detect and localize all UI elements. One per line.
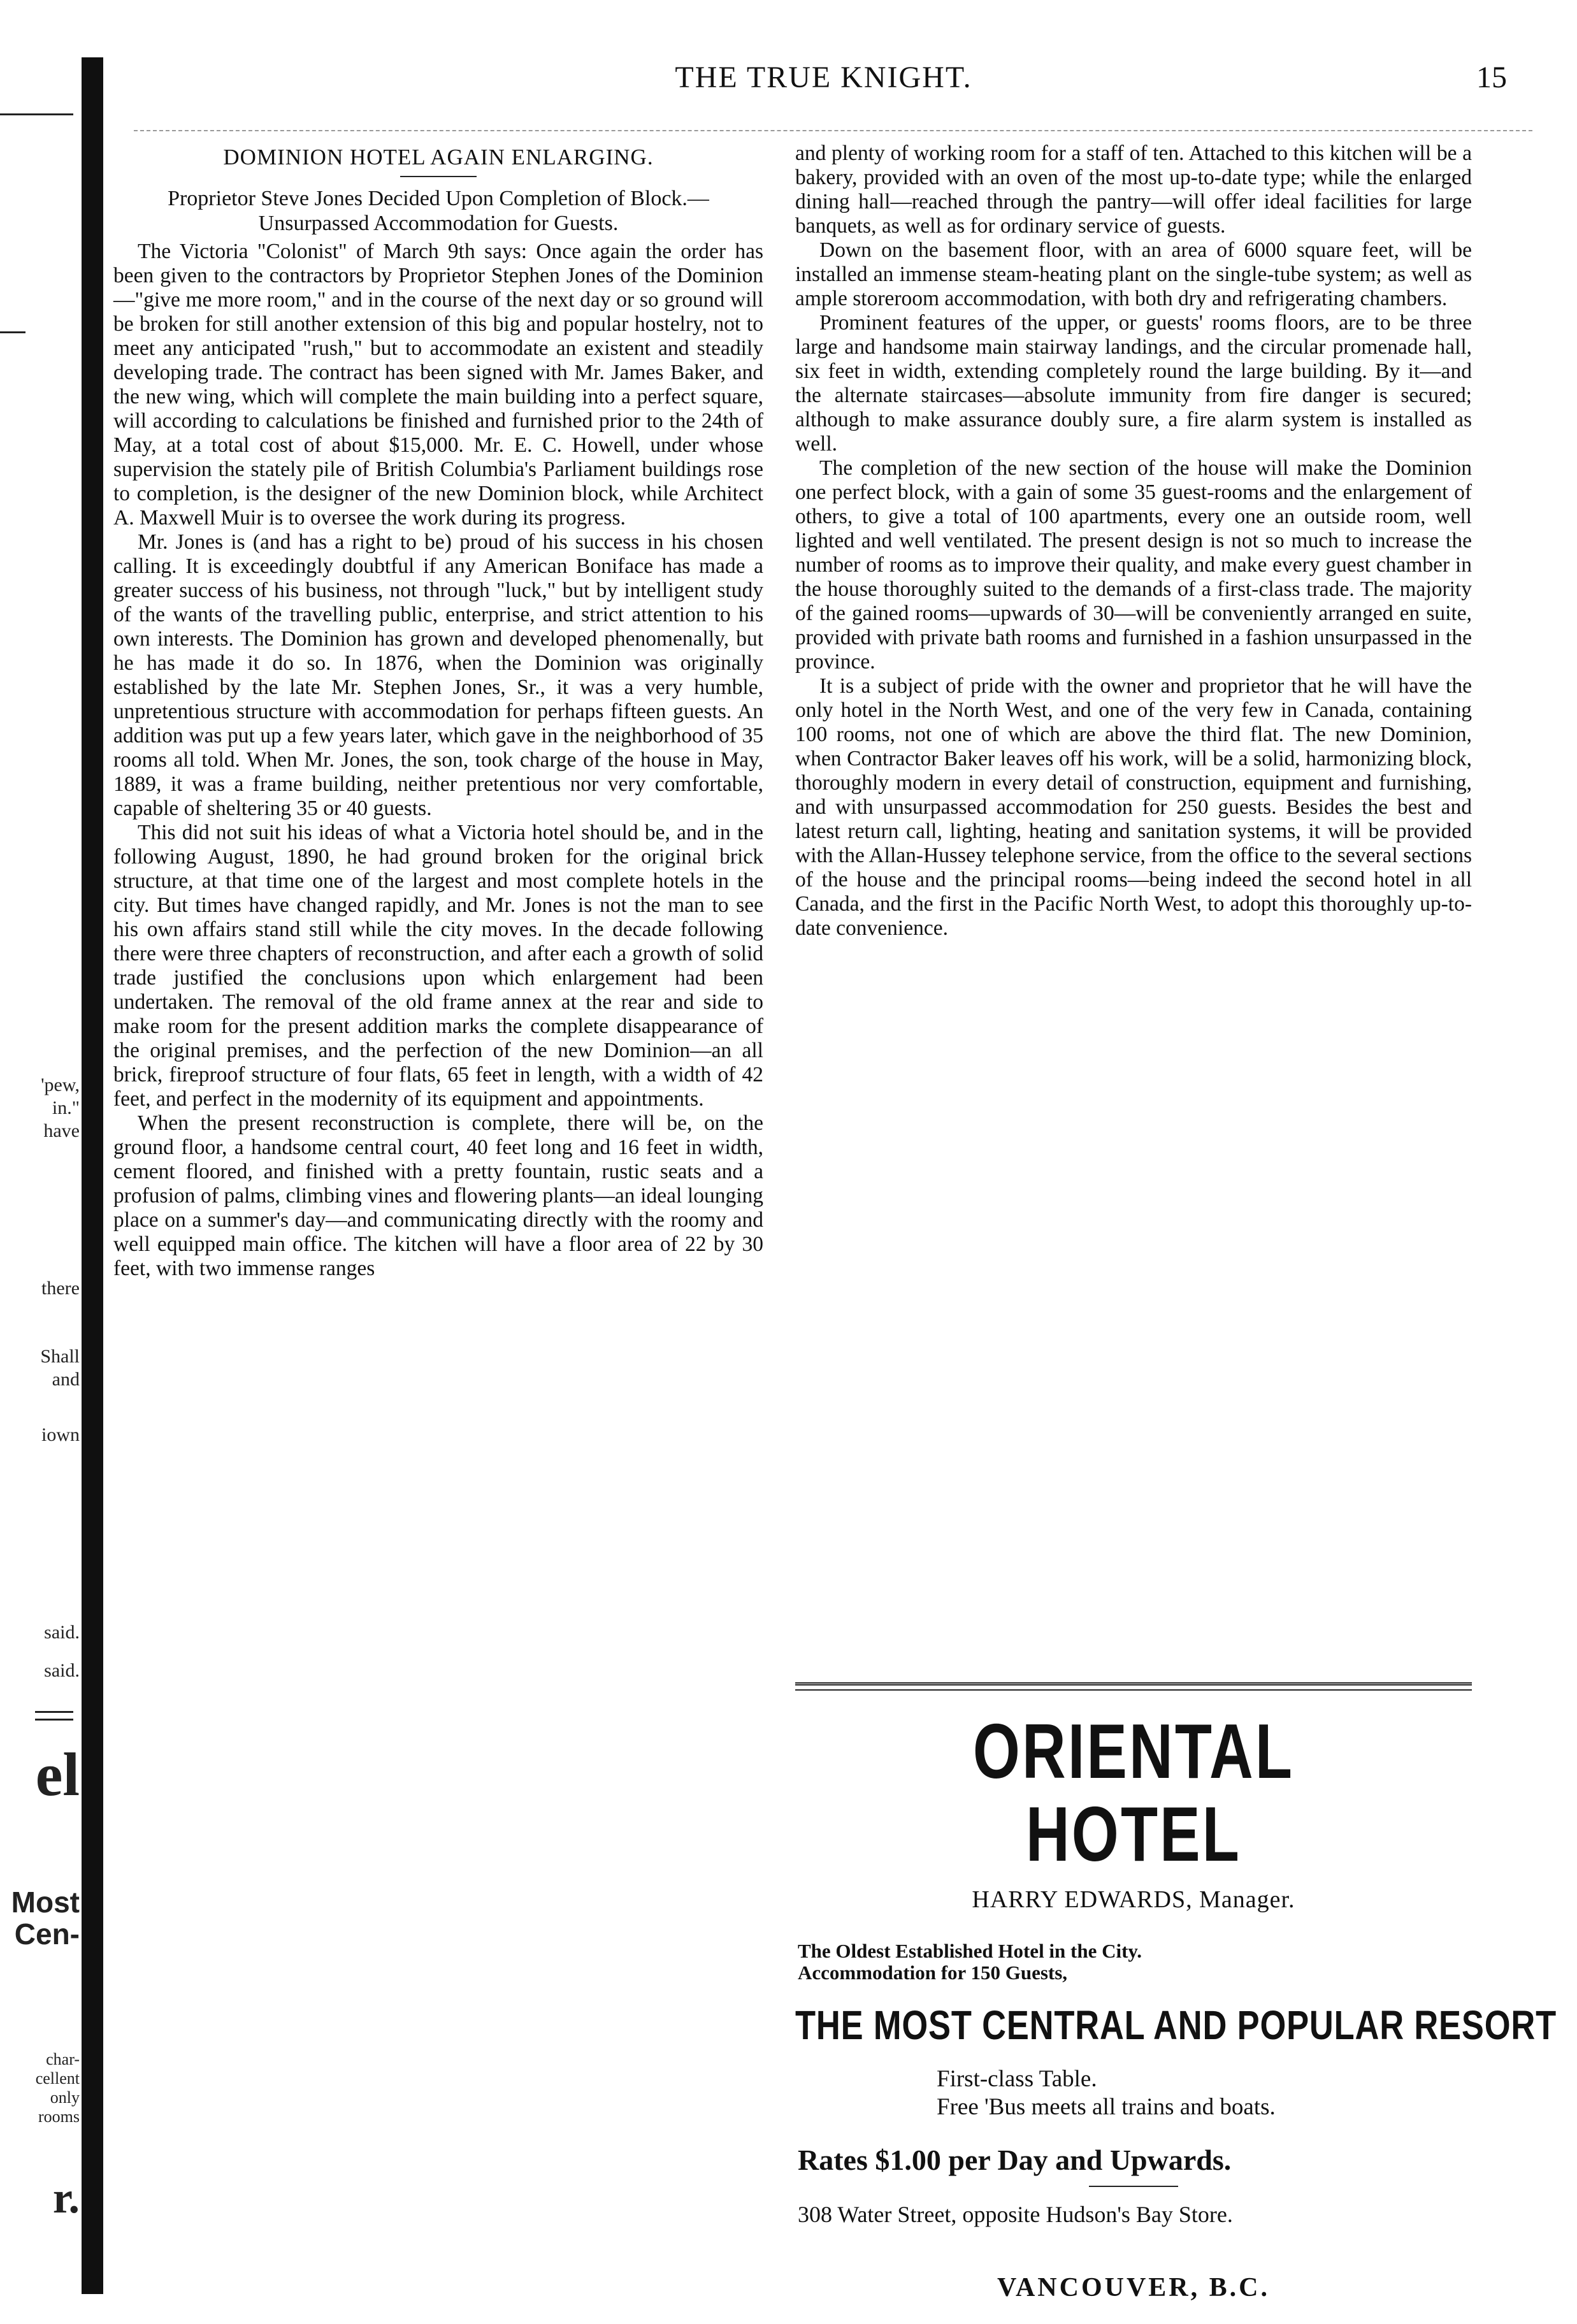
bleed-rule: [0, 113, 73, 115]
headline-rule: [400, 176, 477, 177]
bleed-fragment: only: [50, 2088, 80, 2107]
page-number: 15: [1476, 61, 1507, 94]
ad-manager: HARRY EDWARDS, Manager.: [972, 1886, 1295, 1913]
article-paragraph: Prominent features of the upper, or guests' rooms floors, are to be three large and handsome main stairway landings, and the circular promenade hall, six feet in width, extending completely round the large building. By it—and the alternate staircases—absolute immunity from fire danger is secured; although to make assurance doubly sure, a fire alarm system is installed as well.: [795, 311, 1472, 456]
facing-page-bleed: [0, 0, 80, 2324]
article-paragraph: When the present reconstruction is complete, there will be, on the ground floor, a handsome central court, 40 feet long and 16 feet in width, cement floored, and finished with a pretty fountain, rustic seats and a profusion of palms, climbing vines and flowering plants—an ideal lounging place on a summer's day—and communicating directly with the roomy and well equipped main office. The kitchen will have a floor area of 22 by 30 feet, with two immense ranges: [113, 1111, 763, 1280]
bleed-fragment: char-: [46, 2050, 80, 2068]
article-paragraph: Mr. Jones is (and has a right to be) proud of his success in his chosen calling. It is exceedingly doubtful if any American Boniface has made a greater success of his business, not through "luck," but by intelligent study of the wants of the travelling public, enterprise, and strict attention to his own interests. The Dominion has grown and developed phenomenally, but he has made it do so. In 1876, when the Dominion was originally established by the late Mr. Stephen Jones, Sr., it was a very humble, unpretentious structure with accommodation for perhaps fifteen guests. An addition was put up a few years later, which gave in the neighborhood of 35 rooms all told. When Mr. Jones, the son, took charge of the house in May, 1889, it was a frame building, neither pretentious nor very comfortable, capable of sheltering 35 or 40 guests.: [113, 530, 763, 820]
bleed-fragment: cellent: [35, 2069, 80, 2088]
ad-amenity: First-class Table.: [937, 2066, 1097, 2092]
bleed-fragment: rooms: [38, 2107, 80, 2126]
running-header: [115, 56, 1532, 107]
bleed-fragment: in.": [52, 1097, 80, 1118]
ad-amenity: Free 'Bus meets all trains and boats.: [937, 2094, 1276, 2120]
bleed-rule: [35, 1719, 73, 1721]
bleed-fragment: el: [35, 1740, 80, 1808]
bleed-fragment: said.: [44, 1622, 80, 1643]
ad-slogan: THE MOST CENTRAL AND POPULAR RESORT: [795, 2002, 1557, 2048]
bleed-rule: [0, 331, 25, 333]
binding-gutter: [82, 57, 103, 2294]
bleed-fragment: iown: [41, 1424, 80, 1445]
bleed-fragment: have: [43, 1120, 80, 1141]
ad-border-rule: [795, 1682, 1472, 1691]
article-paragraph: The completion of the new section of the house will make the Dominion one perfect block, with a gain of some 35 guest-rooms and the enlargement of others, to give a total of 100 apartments, every one an outside room, well lighted and well ventilated. The present design is not so much to increase the number of rooms as to improve their quality, and make every guest chamber in the house thoroughly suited to the demands of a first-class trade. The majority of the gained rooms—upwards of 30—will be conveniently arranged en suite, provided with private bath rooms and furnished in a fashion unsurpassed in the province.: [795, 456, 1472, 674]
bleed-fragment: and: [52, 1369, 80, 1390]
bleed-fragment: Cen-: [14, 1917, 80, 1951]
article-column-right: [795, 141, 1472, 941]
bleed-rule: [35, 1711, 73, 1713]
header-rule: [134, 130, 1532, 131]
publication-title: THE TRUE KNIGHT.: [675, 61, 972, 94]
ad-rates: Rates $1.00 per Day and Upwards.: [798, 2144, 1232, 2176]
oriental-hotel-advertisement: [795, 1682, 1557, 2302]
ad-city: VANCOUVER, B.C.: [997, 2273, 1270, 2302]
bleed-fragment: r.: [52, 2174, 80, 2223]
article-paragraph: and plenty of working room for a staff of ten. Attached to this kitchen will be a bakery, provided with an oven of the most up-to-date type; while the enlarged dining hall—reached through the pantry—will offer ideal facilities for large banquets, as well as for ordinary service of guests.: [795, 141, 1472, 238]
bleed-fragment: 'pew,: [41, 1074, 80, 1095]
bleed-fragment: said.: [44, 1660, 80, 1681]
ad-accommodation-line: Accommodation for 150 Guests,: [798, 1961, 1068, 1984]
article-subhead: Proprietor Steve Jones Decided Upon Completion of Block.—Unsurpassed Accommodation for Guests.: [168, 187, 709, 235]
ad-hotel-name: ORIENTAL HOTEL: [972, 1708, 1295, 1877]
bleed-fragment: Most: [11, 1886, 80, 1919]
article-paragraph: The Victoria "Colonist" of March 9th says: Once again the order has been given to the contractors by Proprietor Stephen Jones of the Dominion—"give me more room," and in the course of the next day or so ground will be broken for still another extension of this big and popular hostelry, not to meet any anticipated "rush," but to accommodate an existent and steadily developing trade. The contract has been signed with Mr. James Baker, and the new wing, which will complete the main building into a perfect square, will according to calculations be finished and furnished prior to the 24th of May, at a total cost of about $15,000. Mr. E. C. Howell, under whose supervision the stately pile of British Columbia's Parliament buildings rose to completion, is the designer of the new Dominion block, while Architect A. Maxwell Muir is to oversee the work during its progress.: [113, 240, 763, 530]
article-paragraph: This did not suit his ideas of what a Victoria hotel should be, and in the following August, 1890, he had ground broken for the original brick structure, at that time one of the largest and most complete hotels in the city. But times have changed rapidly, and Mr. Jones is not the man to see his own affairs stand still while the city moves. In the decade following there were three chapters of reconstruction, and after each a growth of solid trade justified the conclusions upon which enlargement had been undertaken. The removal of the old frame annex at the rear and side to make room for the present addition marks the complete disappearance of the original premises, and the perfection of the new Dominion—an all brick, fireproof structure of four flats, 65 feet in length, with a width of 42 feet, and perfect in the modernity of its equipment and appointments.: [113, 821, 763, 1111]
article-paragraph: Down on the basement floor, with an area of 6000 square feet, will be installed an immense steam-heating plant on the single-tube system; as well as ample storeroom accommodation, with both dry and refrigerating chambers.: [795, 238, 1472, 310]
ad-oldest-line: The Oldest Established Hotel in the City.: [798, 1940, 1142, 1962]
article-headline: DOMINION HOTEL AGAIN ENLARGING.: [223, 145, 654, 170]
article-paragraph: It is a subject of pride with the owner and proprietor that he will have the only hotel in the North West, and one of the very few in Canada, containing 100 rooms, not one of which are above the third flat. The new Dominion, when Contractor Baker leaves off his work, will be a solid, harmonizing block, thoroughly modern in every detail of construction, equipment and furnishing, and with unsurpassed accommodation for 250 guests. Besides the best and latest return call, lighting, heating and sanitation systems, it will be provided with the Allan-Hussey telephone service, from the office to the several sections of the house and the principal rooms—being indeed the second hotel in all Canada, and the first in the Pacific North West, to adopt this thoroughly up-to-date convenience.: [795, 674, 1472, 940]
bleed-fragment: Shall: [40, 1346, 80, 1367]
ad-address: 308 Water Street, opposite Hudson's Bay Store.: [798, 2202, 1233, 2227]
article-column-left: [113, 141, 763, 1281]
bleed-fragment: there: [41, 1278, 80, 1299]
ad-divider: [1089, 2186, 1178, 2187]
